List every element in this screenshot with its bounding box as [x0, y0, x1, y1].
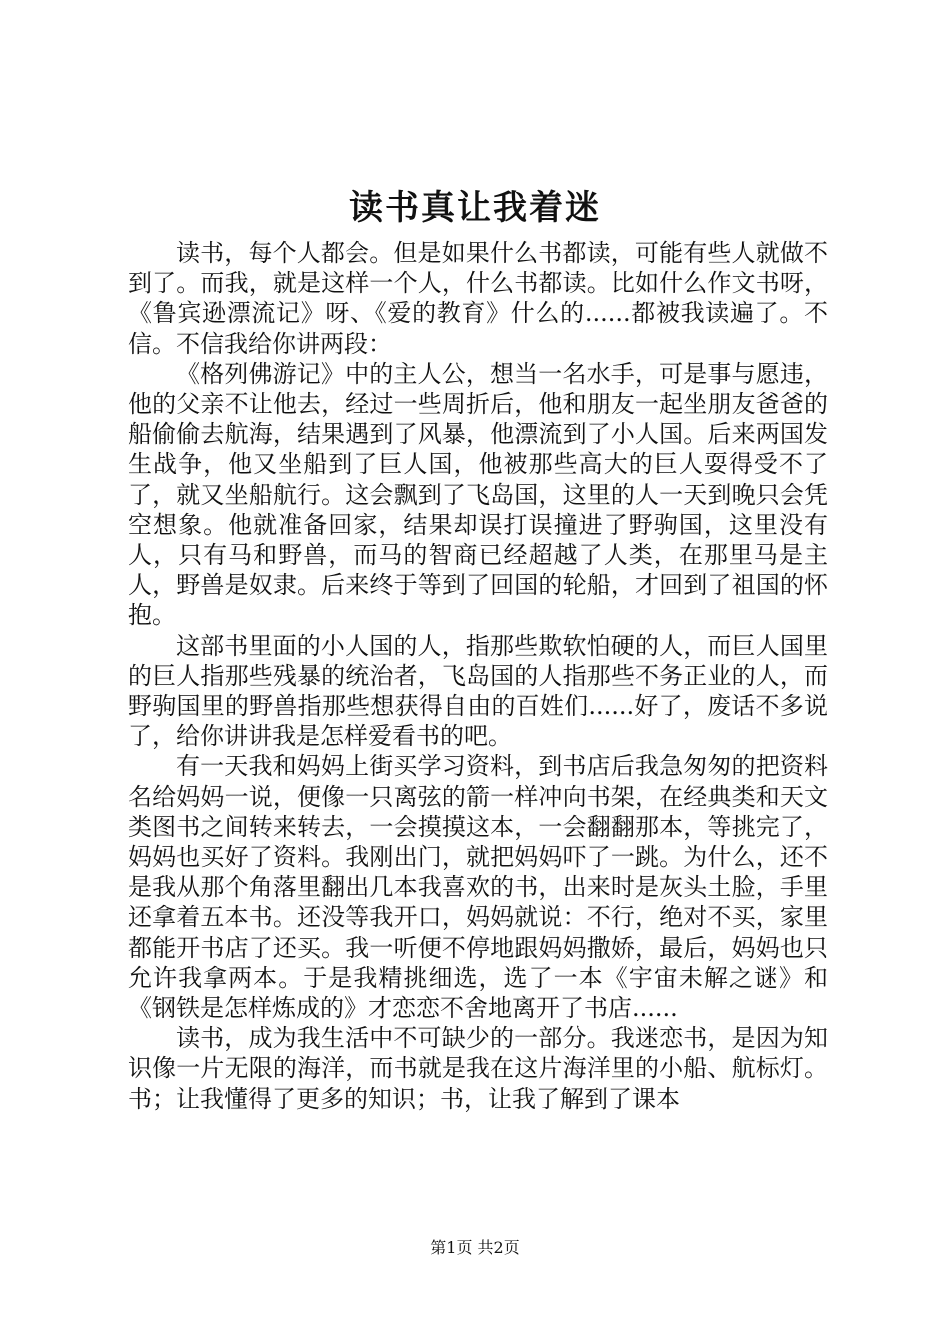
paragraph-3: 这部书里面的小人国的人，指那些欺软怕硬的人，而巨人国里的巨人指那些残暴的统治者，飞岛国的人指那些不务正业的人，而野驹国里的野兽指那些想获得自由的百姓们......好了，废话不多说了，给你讲讲我是怎样爱看书的吧。 [128, 631, 828, 751]
page-footer: 第1页 共2页 [430, 1238, 520, 1257]
paragraph-5: 读书，成为我生活中不可缺少的一部分。我迷恋书，是因为知识像一片无限的海洋，而书就是我在这片海洋里的小船、航标灯。书；让我懂得了更多的知识；书，让我了解到了课本 [128, 1024, 828, 1113]
document-body [128, 238, 828, 1114]
document-title: 读书真让我着迷 [349, 188, 601, 228]
paragraph-1: 读书，每个人都会。但是如果什么书都读，可能有些人就做不到了。而我，就是这样一个人，什么书都读。比如什么作文书呀，《鲁宾逊漂流记》呀、《爱的教育》什么的......都被我读遍了。不信。不信我给你讲两段： [128, 239, 828, 358]
paragraph-4: 有一天我和妈妈上街买学习资料，到书店后我急匆匆的把资料名给妈妈一说，便像一只离弦的箭一样冲向书架，在经典类和天文类图书之间转来转去，一会摸摸这本，一会翻翻那本，等挑完了，妈妈也买好了资料。我刚出门，就把妈妈吓了一跳。为什么，还不是我从那个角落里翻出几本我喜欢的书，出来时是灰头土脸，手里还拿着五本书。还没等我开口，妈妈就说：不行，绝对不买，家里都能开书店了还买。我一听便不停地跟妈妈撒娇，最后，妈妈也只允许我拿两本。于是我精挑细选，选了一本《宇宙未解之谜》和《钢铁是怎样炼成的》才恋恋不舍地离开了书店...... [128, 752, 828, 1023]
paragraph-2: 《格列佛游记》中的主人公，想当一名水手，可是事与愿违，他的父亲不让他去，经过一些周折后，他和朋友一起坐朋友爸爸的船偷偷去航海，结果遇到了风暴，他漂流到了小人国。后来两国发生战争，他又坐船到了巨人国，他被那些高大的巨人耍得受不了了，就又坐船航行。这会飘到了飞岛国，这里的人一天到晚只会凭空想象。他就准备回家，结果却误打误撞进了野驹国，这里没有人，只有马和野兽，而马的智商已经超越了人类，在那里马是主人，野兽是奴隶。后来终于等到了回国的轮船，才回到了祖国的怀抱。 [128, 359, 828, 630]
